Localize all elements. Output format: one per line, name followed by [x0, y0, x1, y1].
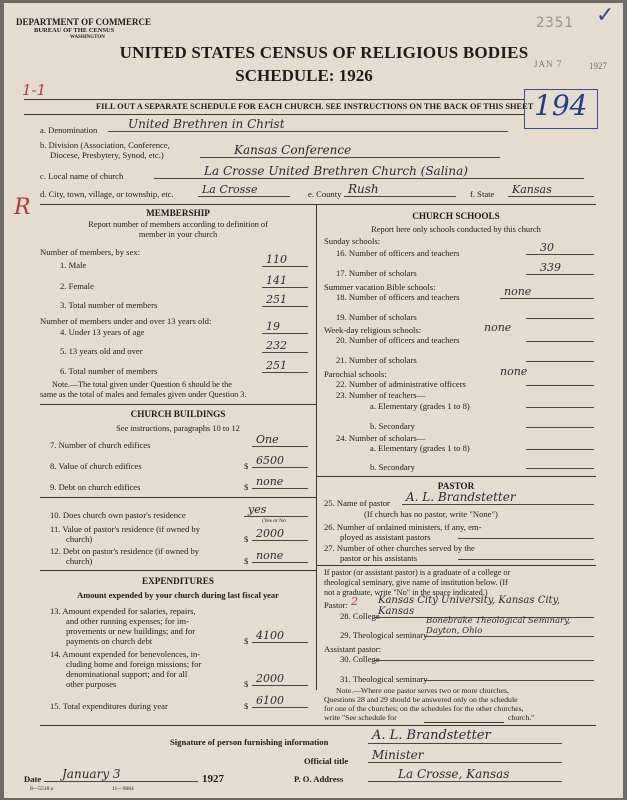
q30-field[interactable]: [374, 649, 594, 661]
q13-dollar: $: [244, 636, 249, 646]
q14-label-3: denominational support; and for all: [66, 669, 188, 679]
pastor-heading: PASTOR: [437, 481, 475, 491]
q8-label: 8. Value of church edifices: [50, 461, 142, 471]
po-address-field[interactable]: La Crosse, Kansas: [368, 770, 562, 782]
membership-intro-2: member in your church: [138, 230, 218, 239]
membership-note-2: same as the total of males and females given under Question 3.: [40, 390, 247, 399]
graduate-note-1: If pastor (or assistant pastor) is a graduate of a college or: [324, 568, 511, 577]
q25-field[interactable]: A. L. Brandstetter: [402, 493, 594, 505]
division-label-2: Diocese, Presbytery, Synod, etc.): [50, 150, 164, 160]
county-field[interactable]: Rush: [344, 185, 456, 197]
pastor-note-2: Questions 28 and 29 should be answered only on the schedule: [324, 695, 518, 704]
q13-label-3: provements or new buildings; and for: [66, 626, 196, 636]
pastor-note-1: Note.—Where one pastor serves two or more churches,: [336, 686, 509, 695]
age-heading: Number of members under and over 13 years old:: [40, 316, 212, 326]
denomination-label: a. Denomination: [40, 125, 98, 135]
schools-intro: Report here only schools conducted by this church: [371, 225, 541, 234]
q12-label-1: 12. Debt on pastor's residence (if owned by: [50, 546, 200, 556]
check-mark-icon: ✓: [596, 3, 615, 28]
q6-field[interactable]: 251: [262, 361, 308, 373]
q24a-field[interactable]: [526, 438, 594, 450]
division-field[interactable]: Kansas Conference: [200, 146, 500, 158]
membership-intro-1: Report number of members according to definition of: [88, 220, 268, 229]
q11-field[interactable]: 2000: [252, 529, 308, 541]
local-name-field[interactable]: La Crosse United Brethren Church (Salina): [154, 167, 584, 179]
expenditures-intro: Amount expended by your church during last fiscal year: [77, 591, 279, 600]
q3-label: 3. Total number of members: [60, 300, 158, 310]
form-number: 8—5518 a: [30, 786, 54, 792]
q6-label: 6. Total number of members: [60, 366, 158, 376]
q11-label-2: church): [66, 534, 93, 544]
form-title: UNITED STATES CENSUS OF RELIGIOUS BODIES: [119, 43, 529, 62]
membership-note-1: Note.—The total given under Question 6 should be the: [52, 380, 232, 389]
q27-field[interactable]: [458, 548, 594, 560]
pastor-note-4: write "See schedule for: [324, 713, 397, 722]
q23a-field[interactable]: [526, 396, 594, 408]
q14-field[interactable]: 2000: [252, 674, 308, 686]
q8-field[interactable]: 6500: [252, 456, 308, 468]
po-address-label: P. O. Address: [294, 774, 344, 784]
weekday-heading: Week-day religious schools:: [324, 325, 422, 335]
q23b-field[interactable]: [526, 416, 594, 428]
stamp-year: 1927: [589, 61, 607, 71]
q5-field[interactable]: 232: [262, 341, 308, 353]
dept-name: DEPARTMENT OF COMMERCE: [16, 17, 152, 27]
signature-label: Signature of person furnishing information: [170, 737, 329, 747]
q26-label-1: 26. Number of ordained ministers, if any, em-: [324, 522, 482, 532]
q12-dollar: $: [244, 556, 249, 566]
separate-schedule-instruction: FILL OUT A SEPARATE SCHEDULE FOR EACH CHURCH. SEE INSTRUCTIONS ON THE BACK OF THIS SHEET: [96, 102, 534, 111]
q18-field[interactable]: none: [500, 287, 594, 299]
local-name-label: c. Local name of church: [40, 171, 124, 181]
q1-field[interactable]: 110: [262, 255, 308, 267]
q7-label: 7. Number of church edifices: [50, 440, 151, 450]
q18-label: 18. Number of officers and teachers: [336, 292, 460, 302]
q11-label-1: 11. Value of pastor's residence (if owned by: [50, 524, 200, 534]
q23a-label: a. Elementary (grades 1 to 8): [370, 401, 470, 411]
q9-label: 9. Debt on church edifices: [50, 482, 141, 492]
q4-label: 4. Under 13 years of age: [60, 327, 145, 337]
parochial-value: none: [500, 365, 528, 378]
q27-label-2: pastor or his assistants: [340, 553, 418, 563]
q4-field[interactable]: 19: [262, 322, 308, 334]
q13-label-4: payments on church debt: [66, 636, 153, 646]
q27-label-1: 27. Number of other churches served by the: [324, 543, 475, 553]
official-title-field[interactable]: Minister: [368, 751, 562, 763]
q24b-label: b. Secondary: [370, 462, 415, 472]
q17-field[interactable]: 339: [526, 263, 594, 275]
q14-label-1: 14. Amount expended for benevolences, in-: [50, 649, 201, 659]
graduate-note-2: theological seminary, give name of institution below. (If: [324, 578, 508, 587]
q3-field[interactable]: 251: [262, 295, 308, 307]
print-number: 11—9084: [112, 786, 134, 792]
q21-label: 21. Number of scholars: [336, 355, 417, 365]
q10-label: 10. Does church own pastor's residence: [50, 510, 186, 520]
city-label: d. City, town, village, or township, etc.: [40, 189, 174, 199]
q24-label: 24. Number of scholars—: [336, 433, 426, 443]
q14-label-4: other purposes: [66, 679, 117, 689]
signature-field[interactable]: A. L. Brandstetter: [368, 732, 562, 744]
q5-label: 5. 13 years old and over: [60, 346, 143, 356]
city-name: WASHINGTON: [70, 35, 105, 40]
date-year: 1927: [202, 773, 224, 785]
q28-field[interactable]: Kansas City University, Kansas City, Kansas: [374, 606, 594, 618]
q2-label: 2. Female: [60, 281, 94, 291]
membership-heading: MEMBERSHIP: [146, 208, 210, 218]
pastor-red-mark: 2: [351, 595, 358, 608]
q16-field[interactable]: 30: [526, 243, 594, 255]
date-label: Date: [24, 774, 42, 784]
q15-dollar: $: [244, 701, 249, 711]
q24b-field[interactable]: [526, 457, 594, 469]
q17-label: 17. Number of scholars: [336, 268, 417, 278]
sunday-heading: Sunday schools:: [324, 236, 381, 246]
weekday-value: none: [484, 321, 512, 334]
q9-dollar: $: [244, 482, 249, 492]
pastor-note-5: church.": [508, 713, 535, 722]
q20-label: 20. Number of officers and teachers: [336, 335, 460, 345]
q7-field[interactable]: One: [252, 435, 308, 447]
date-field[interactable]: January 3: [44, 770, 198, 782]
q29-field[interactable]: Bonebrake Theological Seminary, Dayton, Ohio: [424, 625, 594, 637]
q21-field[interactable]: [526, 350, 594, 362]
parochial-heading: Parochial schools:: [324, 369, 387, 379]
state-label: f. State: [470, 189, 495, 199]
q1-label: 1. Male: [60, 260, 87, 270]
expenditures-heading: EXPENDITURES: [142, 576, 214, 586]
q24a-label: a. Elementary (grades 1 to 8): [370, 443, 470, 453]
q12-label-2: church): [66, 556, 93, 566]
q30-label: 30. College: [340, 654, 380, 664]
denomination-field[interactable]: United Brethren in Christ: [108, 120, 508, 132]
q31-field[interactable]: [424, 669, 594, 681]
schools-heading: CHURCH SCHOOLS: [412, 211, 500, 221]
q16-label: 16. Number of officers and teachers: [336, 248, 460, 258]
sex-heading: Number of members, by sex:: [40, 247, 140, 257]
q22-label: 22. Number of administrative officers: [336, 379, 466, 389]
official-title-label: Official title: [304, 756, 349, 766]
q19-label: 19. Number of scholars: [336, 312, 417, 322]
q15-field[interactable]: 6100: [252, 696, 308, 708]
q19-field[interactable]: [526, 307, 594, 319]
q14-label-2: cluding home and foreign missions; for: [66, 659, 202, 669]
q15-label: 15. Total expenditures during year: [50, 701, 168, 711]
q23-label: 23. Number of teachers—: [336, 390, 426, 400]
record-number: 194: [534, 89, 588, 122]
q20-field[interactable]: [526, 330, 594, 342]
q13-field[interactable]: 4100: [252, 631, 308, 643]
q11-dollar: $: [244, 534, 249, 544]
form-subtitle: SCHEDULE: 1926: [235, 66, 373, 85]
q14-dollar: $: [244, 679, 249, 689]
stamp-number: 2351: [536, 15, 574, 31]
pastor-sub-label: Pastor:: [324, 600, 348, 610]
q13-label-1: 13. Amount expended for salaries, repairs,: [50, 606, 196, 616]
q29-label: 29. Theological seminary: [340, 630, 428, 640]
bureau-name: BUREAU OF THE CENSUS: [34, 27, 115, 34]
q26-field[interactable]: [458, 527, 594, 539]
buildings-intro: See instructions, paragraphs 10 to 12: [116, 424, 240, 433]
division-label-1: b. Division (Association, Conference,: [40, 140, 170, 150]
q25-note: (If church has no pastor, write "None"): [364, 509, 498, 519]
city-field[interactable]: La Crosse: [198, 185, 290, 197]
state-field[interactable]: Kansas: [508, 185, 594, 197]
red-r-mark: R: [14, 195, 31, 220]
stamp-date: JAN 7: [534, 59, 563, 69]
red-mark-1-1: 1-1: [22, 81, 47, 99]
assistant-pastor-label: Assistant pastor:: [324, 644, 382, 654]
census-form: [4, 3, 623, 798]
q22-field[interactable]: [526, 374, 594, 386]
q9-field[interactable]: none: [252, 477, 308, 489]
vacation-heading: Summer vacation Bible schools:: [324, 282, 436, 292]
q26-label-2: ployed as assistant pastors: [340, 532, 431, 542]
q2-field[interactable]: 141: [262, 276, 308, 288]
q12-field[interactable]: none: [252, 551, 308, 563]
q23b-label: b. Secondary: [370, 421, 415, 431]
graduate-note-3: not a graduate, write "No" in the space indicated.): [324, 588, 488, 597]
q13-label-2: and other running expenses; for im-: [66, 616, 189, 626]
q10-field[interactable]: yes: [244, 505, 308, 517]
county-label: e. County: [308, 189, 342, 199]
buildings-heading: CHURCH BUILDINGS: [130, 409, 226, 419]
q31-label: 31. Theological seminary: [340, 674, 428, 684]
yes-no-hint: (Yes or No: [262, 518, 286, 524]
q8-dollar: $: [244, 461, 249, 471]
q28-label: 28. College: [340, 611, 380, 621]
q25-label: 25. Name of pastor: [324, 498, 390, 508]
pastor-note-3: for one of the churches; on the schedules for the other churches,: [324, 704, 524, 713]
